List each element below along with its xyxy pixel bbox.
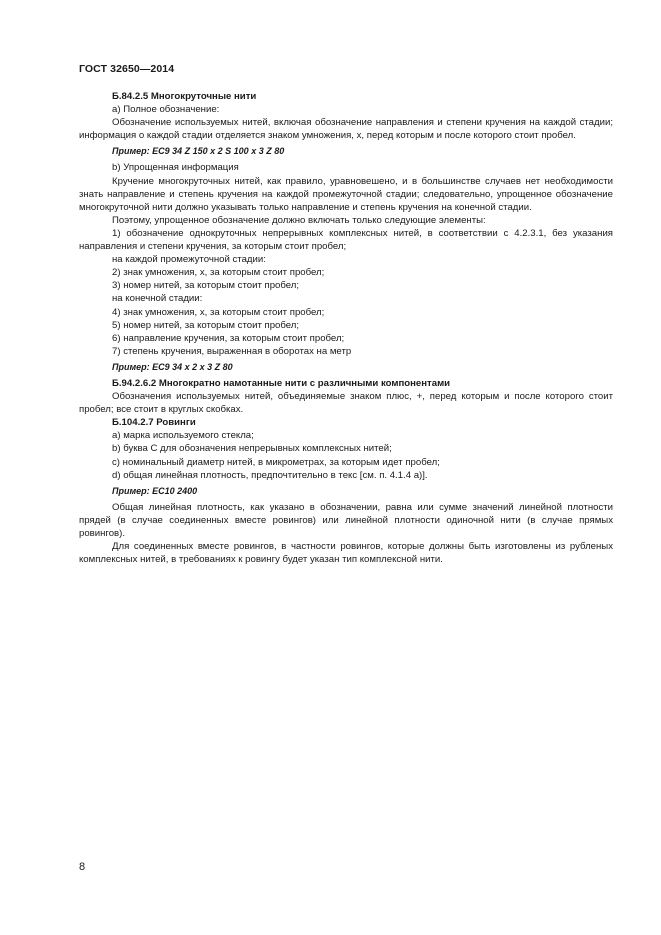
paragraph: Общая линейная плотность, как указано в обозначении, равна или сумме значений линейной плотности прядей (в случае соединенных вместе ровингов) или линейной плотности одиночной нити (в случае прямых ровингов).	[79, 501, 613, 539]
subsection-label: а) Полное обозначение:	[112, 104, 220, 116]
list-item: 7) степень кручения, выраженная в оборотах на метр	[112, 345, 352, 357]
example-designation: Пример: EC9 34 x 2 x 3 Z 80	[112, 361, 233, 372]
paragraph: Обозначение используемых нитей, включая обозначение направления и степени кручения на каждой стадии; информация о каждой стадии отделяется знаком умножения, х, перед которым и после которого стоит пробел.	[79, 117, 613, 142]
stage-label: на каждой промежуточной стадии:	[112, 254, 266, 266]
paragraph: Поэтому, упрощенное обозначение должно включать только следующие элементы:	[112, 214, 486, 226]
subsection-label: b) Упрощенная информация	[112, 162, 239, 174]
paragraph: Кручение многокруточных нитей, как правило, уравновешено, и в большинстве случаев нет необходимости знать направление и степень кручения на каждой промежуточной стадии; следовательно, упрощенное обозначение многокруточной нити должно указывать только направление и степень кручения на конечной стадии.	[79, 175, 613, 213]
list-item: 4) знак умножения, х, за которым стоит пробел;	[112, 306, 325, 318]
section-heading: Б.94.2.6.2 Многократно намотанные нити с различными компонентами	[112, 377, 451, 389]
list-item: 2) знак умножения, х, за которым стоит пробел;	[112, 267, 325, 279]
paragraph: Для соединенных вместе ровингов, в частности ровингов, которые должны быть изготовлены из рубленых комплексных нитей, в требованиях к ровингу будет указан тип комплексной нити.	[79, 541, 613, 566]
section-heading: Б.104.2.7 Ровинги	[112, 417, 196, 429]
document-code: ГОСТ 32650—2014	[79, 63, 175, 75]
section-multi-twist-yarns	[79, 90, 613, 374]
section-heading: Б.84.2.5 Многокруточные нити	[112, 91, 257, 102]
section-multiply-wound-yarns	[79, 377, 613, 416]
list-item: d) общая линейная плотность, предпочтительно в текс [см. п. 4.1.4 а)].	[112, 469, 428, 481]
page-content	[79, 90, 613, 566]
list-item: с) номинальный диаметр нитей, в микрометрах, за которым идет пробел;	[112, 456, 440, 468]
stage-label: на конечной стадии:	[112, 293, 203, 305]
list-item: а) марка используемого стекла;	[112, 430, 254, 442]
list-item: 3) номер нитей, за которым стоит пробел;	[112, 280, 300, 292]
example-designation: Пример: EC10 2400	[112, 485, 198, 496]
example-designation: Пример: EC9 34 Z 150 x 2 S 100 x 3 Z 80	[112, 146, 285, 157]
list-item: 5) номер нитей, за которым стоит пробел;	[112, 319, 300, 331]
list-item: b) буква С для обозначения непрерывных комплексных нитей;	[112, 443, 392, 455]
page-number: 8	[79, 861, 86, 873]
paragraph: Обозначения используемых нитей, объединяемые знаком плюс, +, перед которым и после которого стоит пробел; все стоит в круглых скобках.	[79, 391, 613, 416]
list-item: 6) направление кручения, за которым стоит пробел;	[112, 332, 345, 344]
list-item: 1) обозначение однокруточных непрерывных комплексных нитей, в соответствии с 4.2.3.1, без указания направления и степени кручения, за которым стоит пробел;	[79, 227, 613, 253]
section-rovings	[79, 416, 613, 566]
